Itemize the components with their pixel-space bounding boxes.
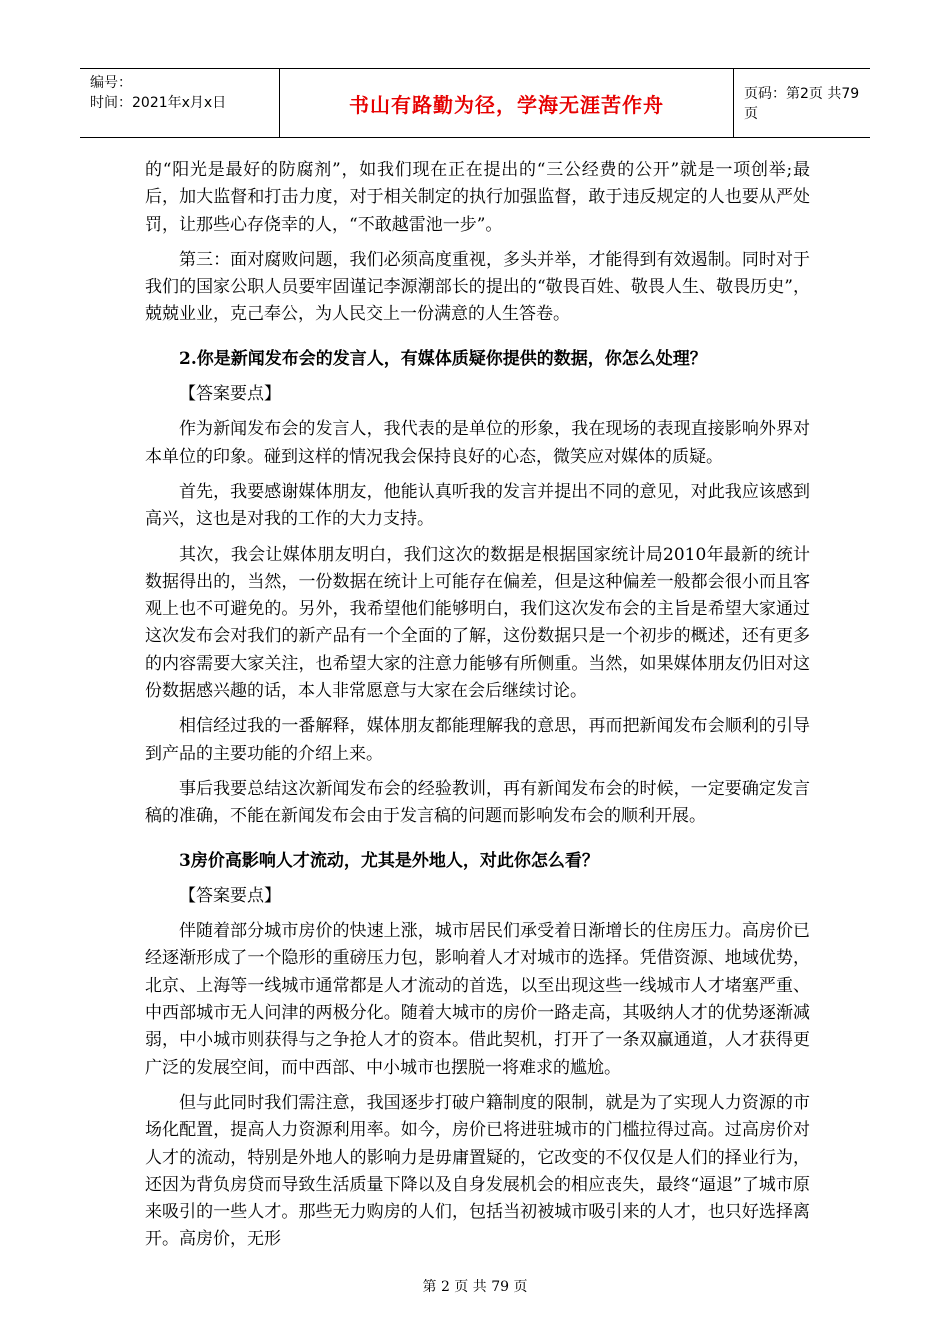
paragraph: 其次，我会让媒体朋友明白，我们这次的数据是根据国家统计局2010年最新的统计数据得出的，当然，一份数据在统计上可能存在偏差，但是这种偏差一般都会很小而且客观上也不可避免的。另外，我希望他们能够明白，我们这次发布会的主旨是希望大家通过这次发布会对我们的新产品有一个全面的了解，这份数据只是一个初步的概述，还有更多的内容需要大家关注，也希望大家的注意力能够有所侧重。当然，如果媒体朋友仍旧对这份数据感兴趣的话，本人非常愿意与大家在会后继续讨论。 (145, 544, 810, 702)
answer-key-label: 【答案要点】 (179, 885, 281, 906)
header-motto: 书山有路勤为径，学海无涯苦作舟 (280, 69, 734, 137)
question-heading: 3房价高影响人才流动，尤其是外地人，对此你怎么看？ (179, 850, 599, 871)
paragraph: 事后我要总结这次新闻发布会的经验教训，再有新闻发布会的时候，一定要确定发言稿的准确，不能在新闻发布会由于发言稿的问题而影响发布会的顺利开展。 (145, 778, 810, 827)
paragraph: 但与此同时我们需注意，我国逐步打破户籍制度的限制，就是为了实现人力资源的市场化配置，提高人力资源利用率。如今，房价已将进驻城市的门槛拉得过高。过高房价对人才的流动，特别是外地人的影响力是毋庸置疑的，它改变的不仅仅是人们的择业行为，还因为背负房贷而导致生活质量下降以及自身发展机会的相应丧失，最终“逼退”了城市原来吸引的一些人才。那些无力购房的人们，包括当初被城市吸引来的人才，也只好选择离开。高房价，无形 (145, 1092, 810, 1250)
page-header (80, 68, 870, 138)
paragraph: 作为新闻发布会的发言人，我代表的是单位的形象，我在现场的表现直接影响外界对本单位的印象。碰到这样的情况我会保持良好的心态，微笑应对媒体的质疑。 (145, 419, 810, 467)
paragraph: 相信经过我的一番解释，媒体朋友都能理解我的意思，再而把新闻发布会顺利的引导到产品的主要功能的介绍上来。 (145, 716, 810, 764)
header-meta (80, 69, 280, 137)
document-number-label: 编号： (90, 75, 132, 91)
question-heading: 2.你是新闻发布会的发言人，有媒体质疑你提供的数据，你怎么处理？ (179, 348, 707, 369)
page-footer: 第 2 页 共 79 页 (422, 1279, 528, 1295)
paragraph: 首先，我要感谢媒体朋友，他能认真听我的发言并提出不同的意见，对此我应该感到高兴，这也是对我的工作的大力支持。 (145, 481, 810, 530)
header-page-info: 页码：第2页 共79页 (744, 86, 860, 122)
paragraph: 的“阳光是最好的防腐剂”，如我们现在正在提出的“三公经费的公开”就是一项创举;最后，加大监督和打击力度，对于相关制定的执行加强监督，敢于违反规定的人也要从严处罚，让那些心存侥幸的人，“不敢越雷池一步”。 (145, 160, 810, 235)
document-date: 时间：2021年x月x日 (90, 95, 227, 111)
document-body (145, 157, 810, 1262)
answer-key-label: 【答案要点】 (179, 384, 281, 405)
paragraph: 第三：面对腐败问题，我们必须高度重视，多头并举，才能得到有效遏制。同时对于我们的国家公职人员要牢固谨记李源潮部长的提出的“敬畏百姓、敬畏人生、敬畏历史”，兢兢业业，克己奉公，为人民交上一份满意的人生答卷。 (145, 249, 810, 325)
paragraph: 伴随着部分城市房价的快速上涨，城市居民们承受着日渐增长的住房压力。高房价已经逐渐形成了一个隐形的重磅压力包，影响着人才对城市的选择。凭借资源、地域优势，北京、上海等一线城市通常都是人才流动的首选，以至出现这些一线城市人才堵塞严重、中西部城市无人问津的两极分化。随着大城市的房价一路走高，其吸纳人才的优势逐渐减弱，中小城市则获得与之争抢人才的资本。借此契机，打开了一条双赢通道，人才获得更广泛的发展空间，而中西部、中小城市也摆脱一将难求的尴尬。 (145, 921, 810, 1078)
